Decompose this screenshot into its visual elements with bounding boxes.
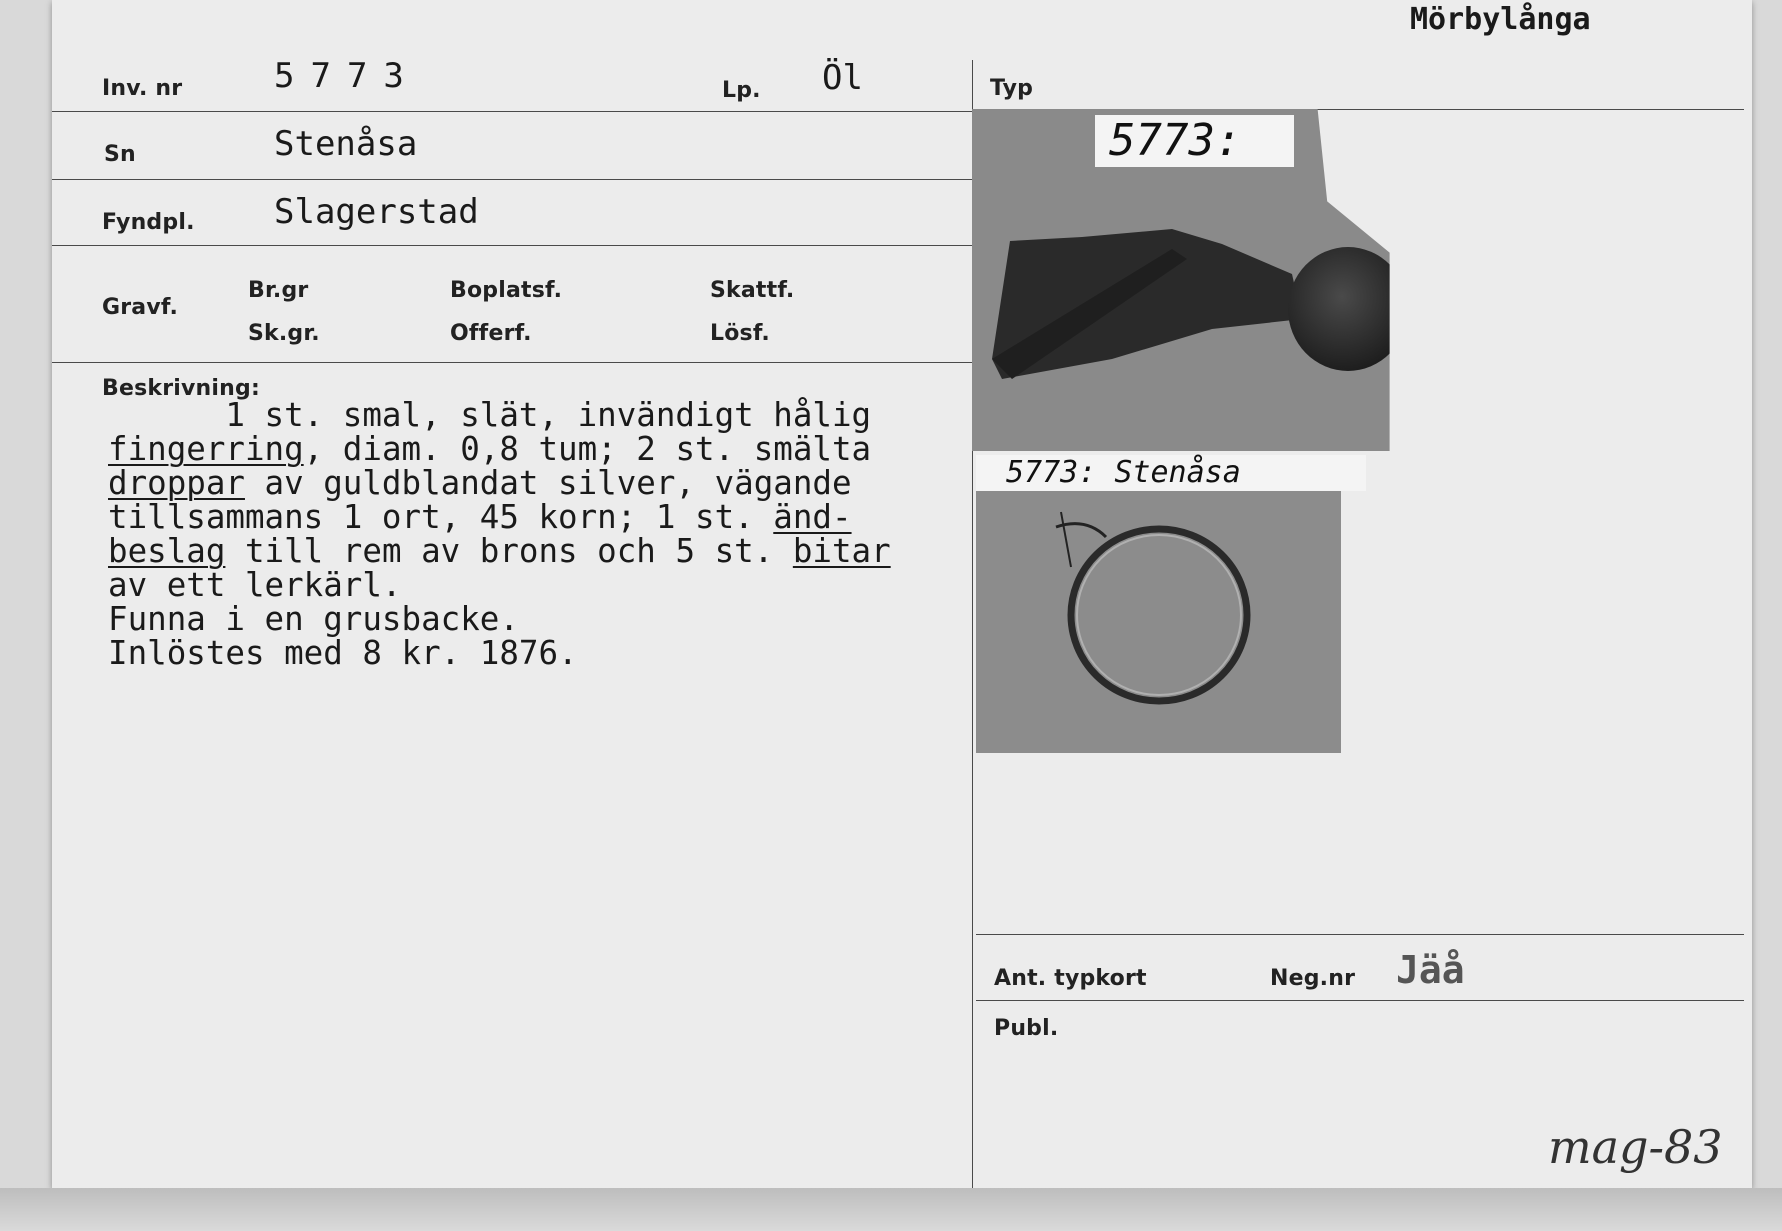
rule bbox=[52, 179, 972, 180]
sn-value: Stenåsa bbox=[274, 124, 418, 164]
inv-value: 5773 bbox=[274, 56, 420, 96]
rule bbox=[976, 1000, 1744, 1001]
card-shadow bbox=[0, 1188, 1782, 1231]
desc-line: 1 st. smal, slät, invändigt hålig bbox=[108, 396, 872, 434]
negnr-label: Neg.nr bbox=[1270, 966, 1356, 991]
typ-label: Typ bbox=[990, 76, 1034, 101]
desc-keyword: änd- bbox=[773, 498, 852, 536]
beskrivning-label: Beskrivning: bbox=[102, 376, 260, 401]
offerf-label: Offerf. bbox=[450, 321, 532, 346]
photo2-label: 5773: Stenåsa bbox=[976, 455, 1366, 491]
fyndpl-value: Slagerstad bbox=[274, 192, 479, 232]
rule bbox=[52, 245, 972, 246]
desc-keyword: bitar bbox=[792, 532, 891, 570]
boplatsf-label: Boplatsf. bbox=[450, 278, 563, 303]
brgr-label: Br.gr bbox=[248, 278, 309, 303]
lp-value: Öl bbox=[822, 58, 863, 98]
skattf-label: Skattf. bbox=[710, 278, 795, 303]
desc-line: Inlöstes med 8 kr. 1876. bbox=[108, 634, 578, 672]
sn-label: Sn bbox=[104, 142, 136, 167]
publ-label: Publ. bbox=[994, 1016, 1059, 1041]
lp-label: Lp. bbox=[722, 78, 761, 103]
photo1-label: 5773: bbox=[1095, 115, 1294, 167]
desc-line: av guldblandat silver, vägande bbox=[244, 464, 852, 502]
ring-image bbox=[976, 457, 1341, 753]
ant-typkort-label: Ant. typkort bbox=[994, 966, 1147, 991]
rule bbox=[52, 362, 972, 363]
negnr-value: Jäå bbox=[1396, 948, 1465, 992]
municipality: Mörbylånga bbox=[1410, 2, 1591, 37]
fyndpl-label: Fyndpl. bbox=[102, 210, 195, 235]
desc-keyword: beslag bbox=[108, 532, 226, 570]
desc-keyword: fingerring bbox=[108, 430, 304, 468]
desc-line: till rem av brons och 5 st. bbox=[225, 532, 793, 570]
handwritten-signature: mag-83 bbox=[1548, 1120, 1723, 1174]
desc-line: av ett lerkärl. bbox=[108, 566, 402, 604]
losf-label: Lösf. bbox=[710, 321, 770, 346]
gravf-label: Gravf. bbox=[102, 295, 179, 320]
desc-line: tillsammans 1 ort, 45 korn; 1 st. bbox=[108, 498, 774, 536]
desc-line: Funna i en grusbacke. bbox=[108, 600, 519, 638]
artifact-photo-ring bbox=[976, 457, 1341, 753]
description-text bbox=[108, 398, 988, 670]
rule bbox=[52, 111, 972, 112]
desc-keyword: droppar bbox=[108, 464, 245, 502]
inv-label: Inv. nr bbox=[102, 76, 183, 101]
desc-line: , diam. 0,8 tum; 2 st. smälta bbox=[303, 430, 872, 468]
skgr-label: Sk.gr. bbox=[248, 321, 320, 346]
rule bbox=[976, 934, 1744, 935]
